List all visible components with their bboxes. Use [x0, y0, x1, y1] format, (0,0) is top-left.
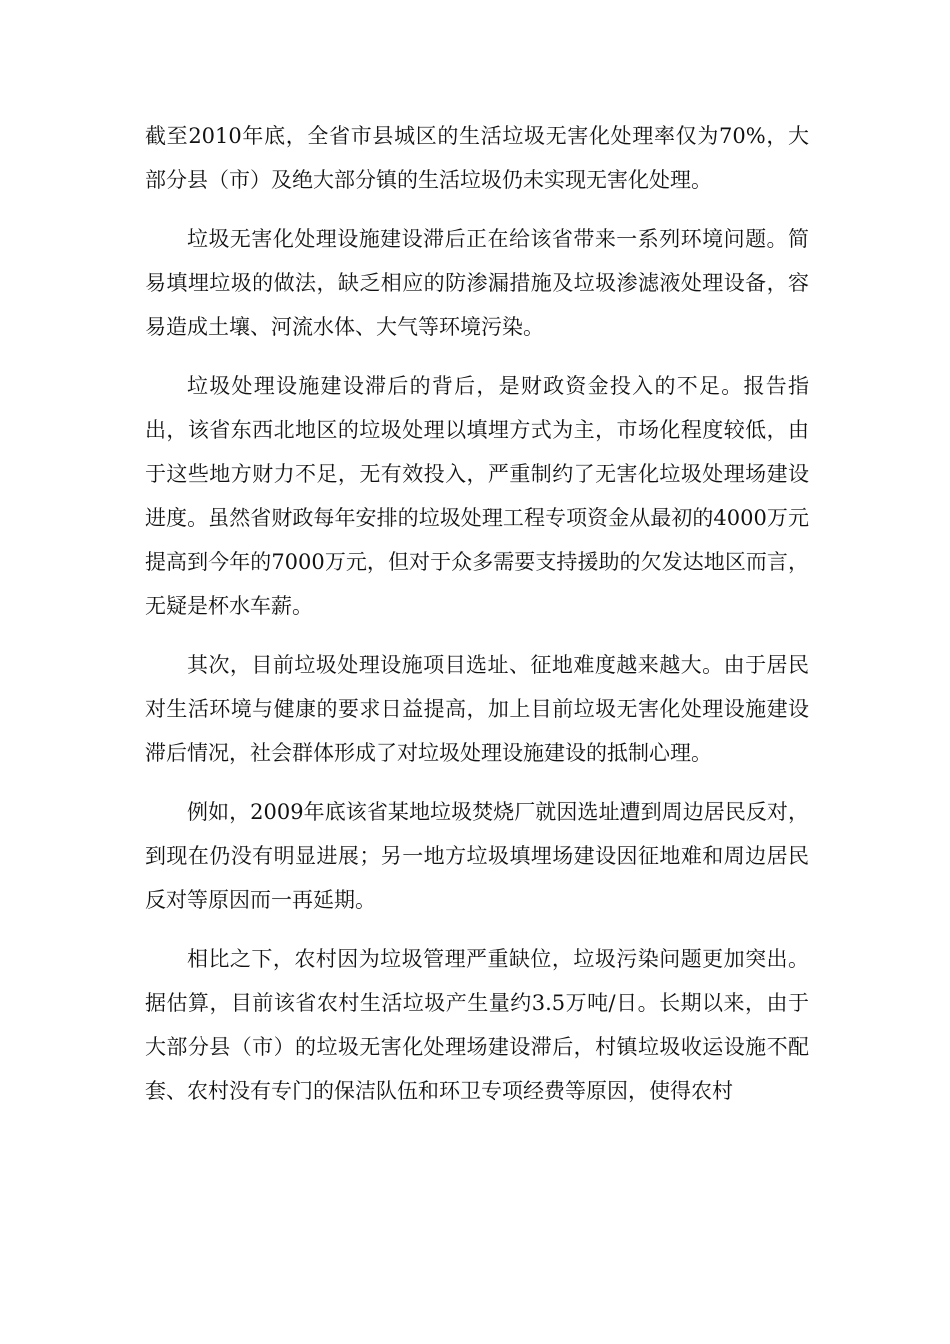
paragraph-6: 相比之下，农村因为垃圾管理严重缺位，垃圾污染问题更加突出。据估算，目前该省农村生活垃圾产生量约3.5万吨/日。长期以来，由于大部分县（市）的垃圾无害化处理场建设滞后，村镇垃圾收运设施不配套、农村没有专门的保洁队伍和环卫专项经费等原因，使得农村: [145, 947, 809, 1103]
paragraph-2: 垃圾无害化处理设施建设滞后正在给该省带来一系列环境问题。简易填埋垃圾的做法，缺乏相应的防渗漏措施及垃圾渗滤液处理设备，容易造成土壤、河流水体、大气等环境污染。: [145, 227, 809, 339]
paragraph-4: 其次，目前垃圾处理设施项目选址、征地难度越来越大。由于居民对生活环境与健康的要求日益提高，加上目前垃圾无害化处理设施建设滞后情况，社会群体形成了对垃圾处理设施建设的抵制心理。: [145, 653, 809, 765]
paragraph-3: 垃圾处理设施建设滞后的背后，是财政资金投入的不足。报告指出，该省东西北地区的垃圾处理以填埋方式为主，市场化程度较低，由于这些地方财力不足，无有效投入，严重制约了无害化垃圾处理场建设进度。虽然省财政每年安排的垃圾处理工程专项资金从最初的4000万元提高到今年的7000万元，但对于众多需要支持援助的欠发达地区而言，无疑是杯水车薪。: [145, 374, 809, 618]
paragraph-1: 截至2010年底，全省市县城区的生活垃圾无害化处理率仅为70%，大部分县（市）及绝大部分镇的生活垃圾仍未实现无害化处理。: [145, 124, 809, 192]
document-body: [145, 114, 809, 1128]
paragraph-5: 例如，2009年底该省某地垃圾焚烧厂就因选址遭到周边居民反对，到现在仍没有明显进展；另一地方垃圾填埋场建设因征地难和周边居民反对等原因而一再延期。: [145, 800, 809, 912]
